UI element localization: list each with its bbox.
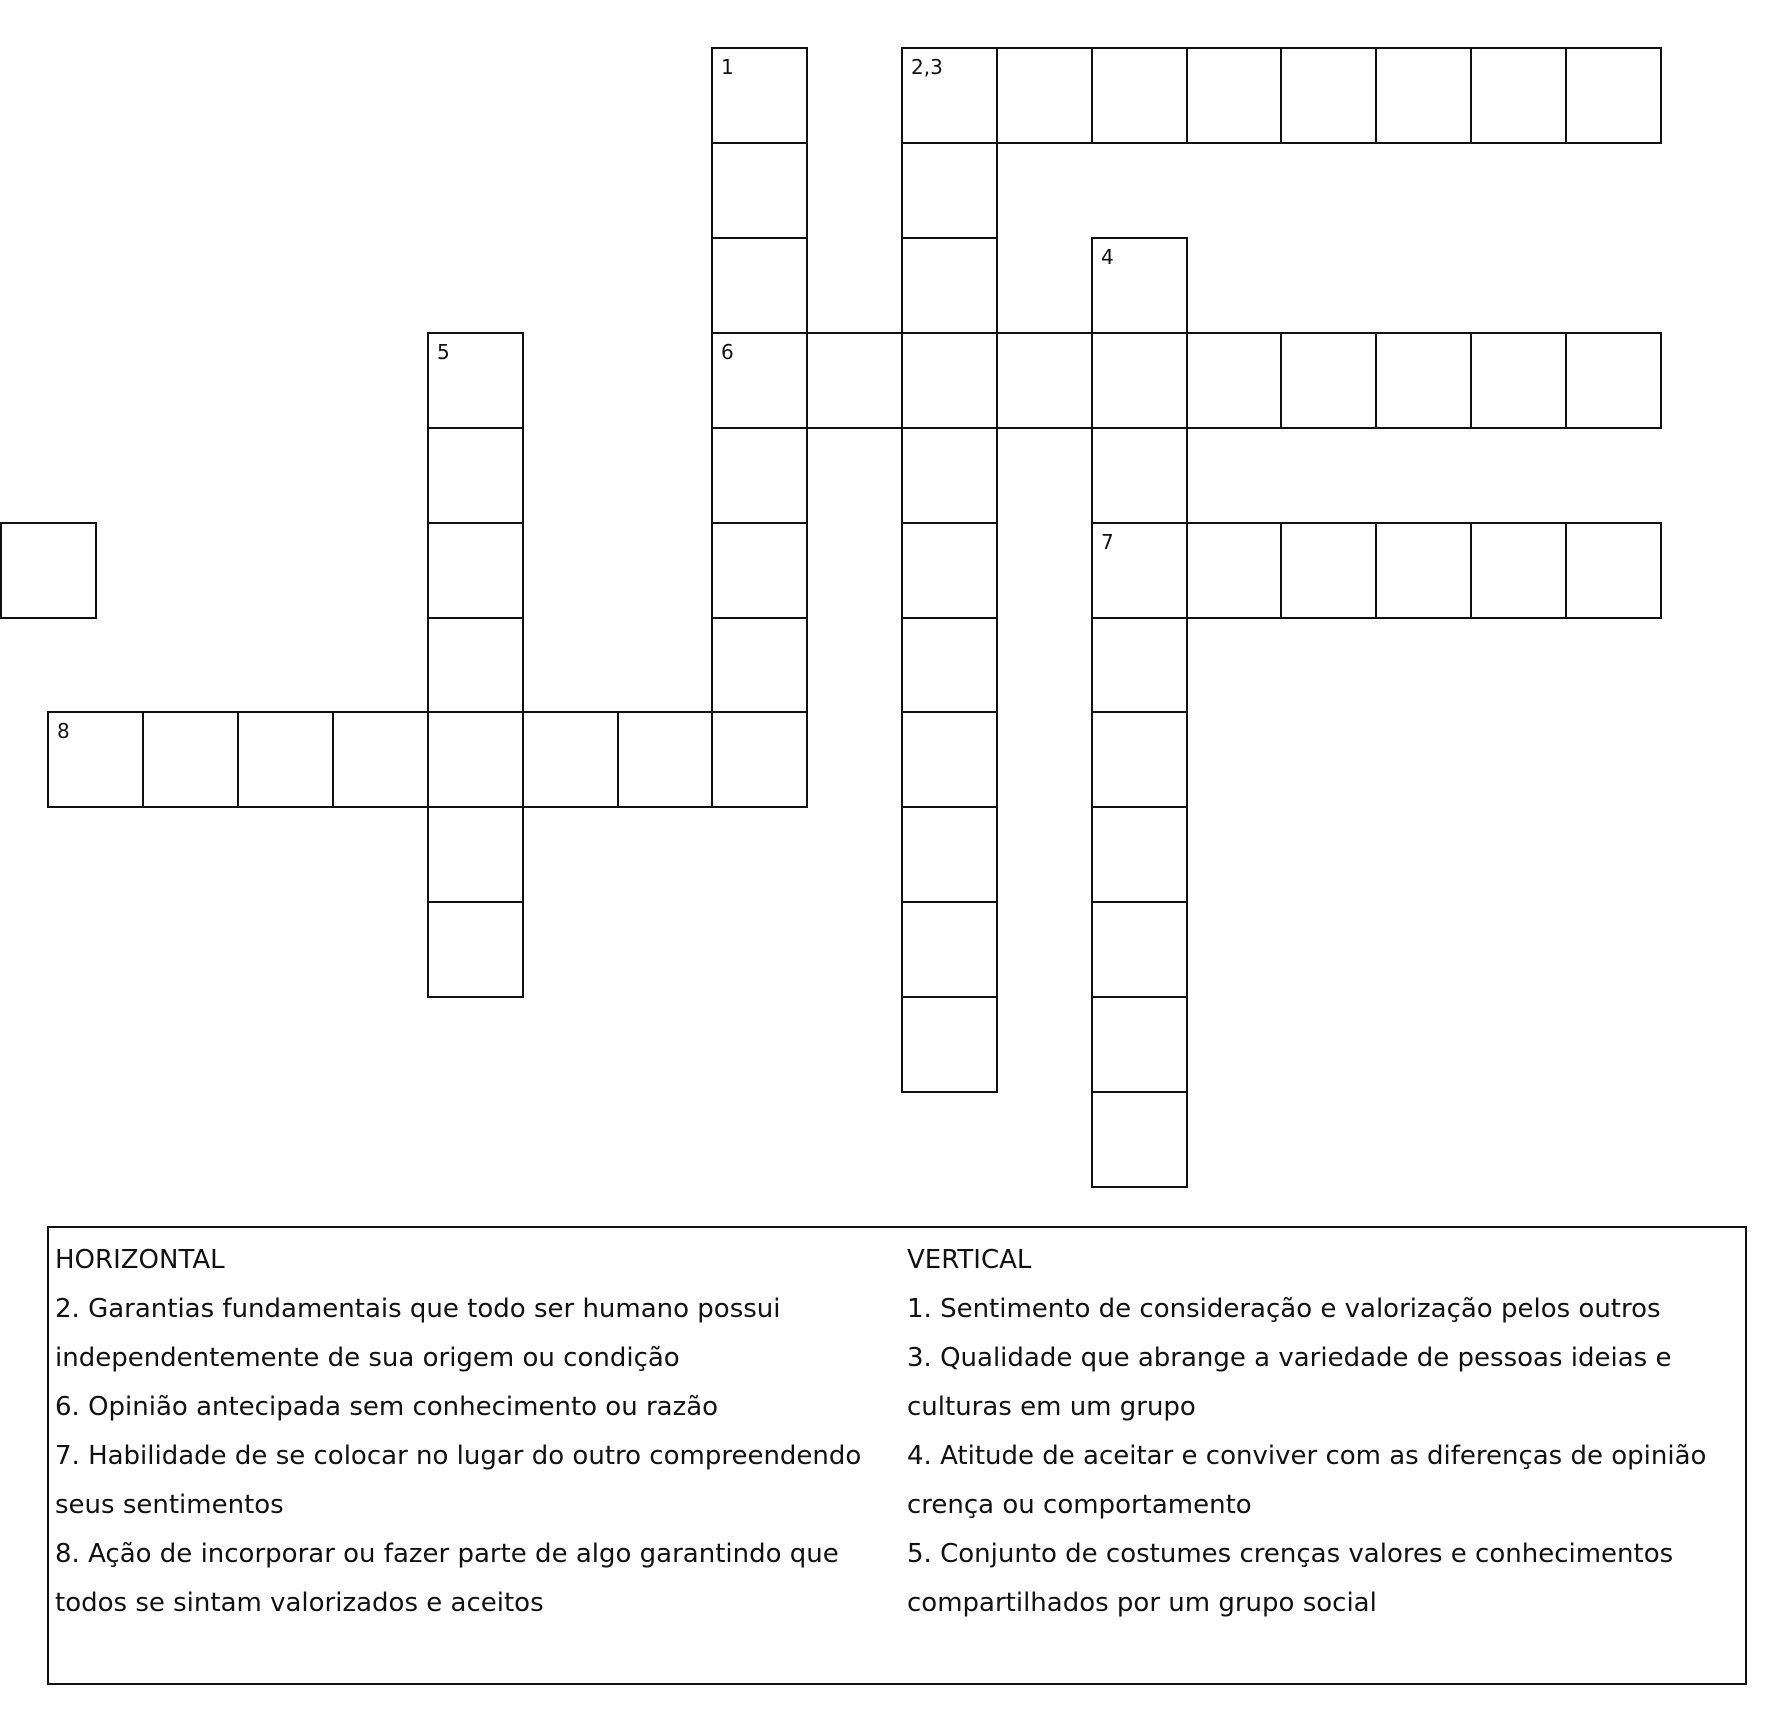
grid-cell[interactable]	[1091, 711, 1188, 808]
clue-vertical-5: 5. Conjunto de costumes crenças valores e conhecimentos compartilhados por um grupo social	[907, 1539, 1674, 1618]
grid-cell[interactable]	[47, 711, 144, 808]
grid-cell[interactable]	[617, 711, 714, 808]
grid-cell[interactable]	[1470, 332, 1567, 429]
grid-cell[interactable]	[901, 901, 998, 998]
grid-cell[interactable]	[1375, 47, 1472, 144]
clue-horizontal-2: 2. Garantias fundamentais que todo ser humano possui independentemente de sua origem ou condição	[55, 1294, 781, 1373]
clue-number: 2,3	[911, 55, 943, 79]
grid-cell[interactable]	[1470, 522, 1567, 619]
grid-cell[interactable]	[427, 901, 524, 998]
grid-cell[interactable]	[427, 617, 524, 714]
grid-cell[interactable]	[901, 332, 998, 429]
grid-cell[interactable]	[806, 332, 903, 429]
grid-cell[interactable]	[711, 142, 808, 239]
grid-cell[interactable]	[901, 427, 998, 524]
grid-cell[interactable]	[711, 237, 808, 334]
horizontal-clues	[55, 1236, 903, 1628]
grid-cell[interactable]	[1091, 901, 1188, 998]
grid-cell[interactable]	[1091, 617, 1188, 714]
clue-vertical-3: 3. Qualidade que abrange a variedade de pessoas ideias e culturas em um grupo	[907, 1343, 1672, 1422]
grid-cell[interactable]	[711, 711, 808, 808]
clue-horizontal-7: 7. Habilidade de se colocar no lugar do outro compreendendo seus sentimentos	[55, 1441, 862, 1520]
grid-cell[interactable]	[0, 522, 97, 619]
clue-number: 5	[437, 340, 450, 364]
clues-box	[47, 1226, 1747, 1685]
clue-number: 7	[1101, 530, 1114, 554]
grid-cell[interactable]	[1091, 237, 1188, 334]
clue-horizontal-6: 6. Opinião antecipada sem conhecimento ou razão	[55, 1392, 719, 1422]
grid-cell[interactable]	[1091, 806, 1188, 903]
grid-cell[interactable]	[901, 47, 998, 144]
grid-cell[interactable]	[901, 806, 998, 903]
grid-cell[interactable]	[1280, 522, 1377, 619]
clue-number: 8	[57, 719, 70, 743]
horizontal-heading: HORIZONTAL	[55, 1245, 225, 1275]
clue-number: 1	[721, 55, 734, 79]
clue-horizontal-8: 8. Ação de incorporar ou fazer parte de algo garantindo que todos se sintam valorizados e aceitos	[55, 1539, 839, 1618]
grid-cell[interactable]	[1375, 332, 1472, 429]
grid-cell[interactable]	[901, 996, 998, 1093]
grid-cell[interactable]	[1186, 47, 1283, 144]
grid-cell[interactable]	[711, 47, 808, 144]
clue-vertical-1: 1. Sentimento de consideração e valorização pelos outros	[907, 1294, 1661, 1324]
grid-cell[interactable]	[1186, 522, 1283, 619]
grid-cell[interactable]	[996, 47, 1093, 144]
grid-cell[interactable]	[427, 806, 524, 903]
grid-cell[interactable]	[427, 427, 524, 524]
grid-cell[interactable]	[427, 522, 524, 619]
grid-cell[interactable]	[1470, 47, 1567, 144]
grid-cell[interactable]	[711, 427, 808, 524]
grid-cell[interactable]	[142, 711, 239, 808]
grid-cell[interactable]	[1091, 1091, 1188, 1188]
grid-cell[interactable]	[1091, 522, 1188, 619]
grid-cell[interactable]	[1375, 522, 1472, 619]
grid-cell[interactable]	[996, 332, 1093, 429]
grid-cell[interactable]	[711, 332, 808, 429]
grid-cell[interactable]	[1186, 332, 1283, 429]
vertical-heading: VERTICAL	[907, 1245, 1032, 1275]
grid-cell[interactable]	[901, 142, 998, 239]
grid-cell[interactable]	[522, 711, 619, 808]
grid-cell[interactable]	[901, 617, 998, 714]
clue-number: 4	[1101, 245, 1114, 269]
grid-cell[interactable]	[427, 711, 524, 808]
grid-cell[interactable]	[901, 522, 998, 619]
grid-cell[interactable]	[1565, 522, 1662, 619]
grid-cell[interactable]	[1565, 332, 1662, 429]
grid-cell[interactable]	[1091, 427, 1188, 524]
grid-cell[interactable]	[1091, 332, 1188, 429]
clue-vertical-4: 4. Atitude de aceitar e conviver com as diferenças de opinião crença ou comportamento	[907, 1441, 1707, 1520]
clue-number: 6	[721, 340, 734, 364]
grid-cell[interactable]	[1280, 332, 1377, 429]
grid-cell[interactable]	[711, 617, 808, 714]
grid-cell[interactable]	[1091, 47, 1188, 144]
vertical-clues	[907, 1236, 1743, 1628]
grid-cell[interactable]	[427, 332, 524, 429]
grid-cell[interactable]	[1091, 996, 1188, 1093]
grid-cell[interactable]	[237, 711, 334, 808]
grid-cell[interactable]	[711, 522, 808, 619]
grid-cell[interactable]	[332, 711, 429, 808]
grid-cell[interactable]	[901, 237, 998, 334]
grid-cell[interactable]	[1565, 47, 1662, 144]
grid-cell[interactable]	[1280, 47, 1377, 144]
grid-cell[interactable]	[901, 711, 998, 808]
